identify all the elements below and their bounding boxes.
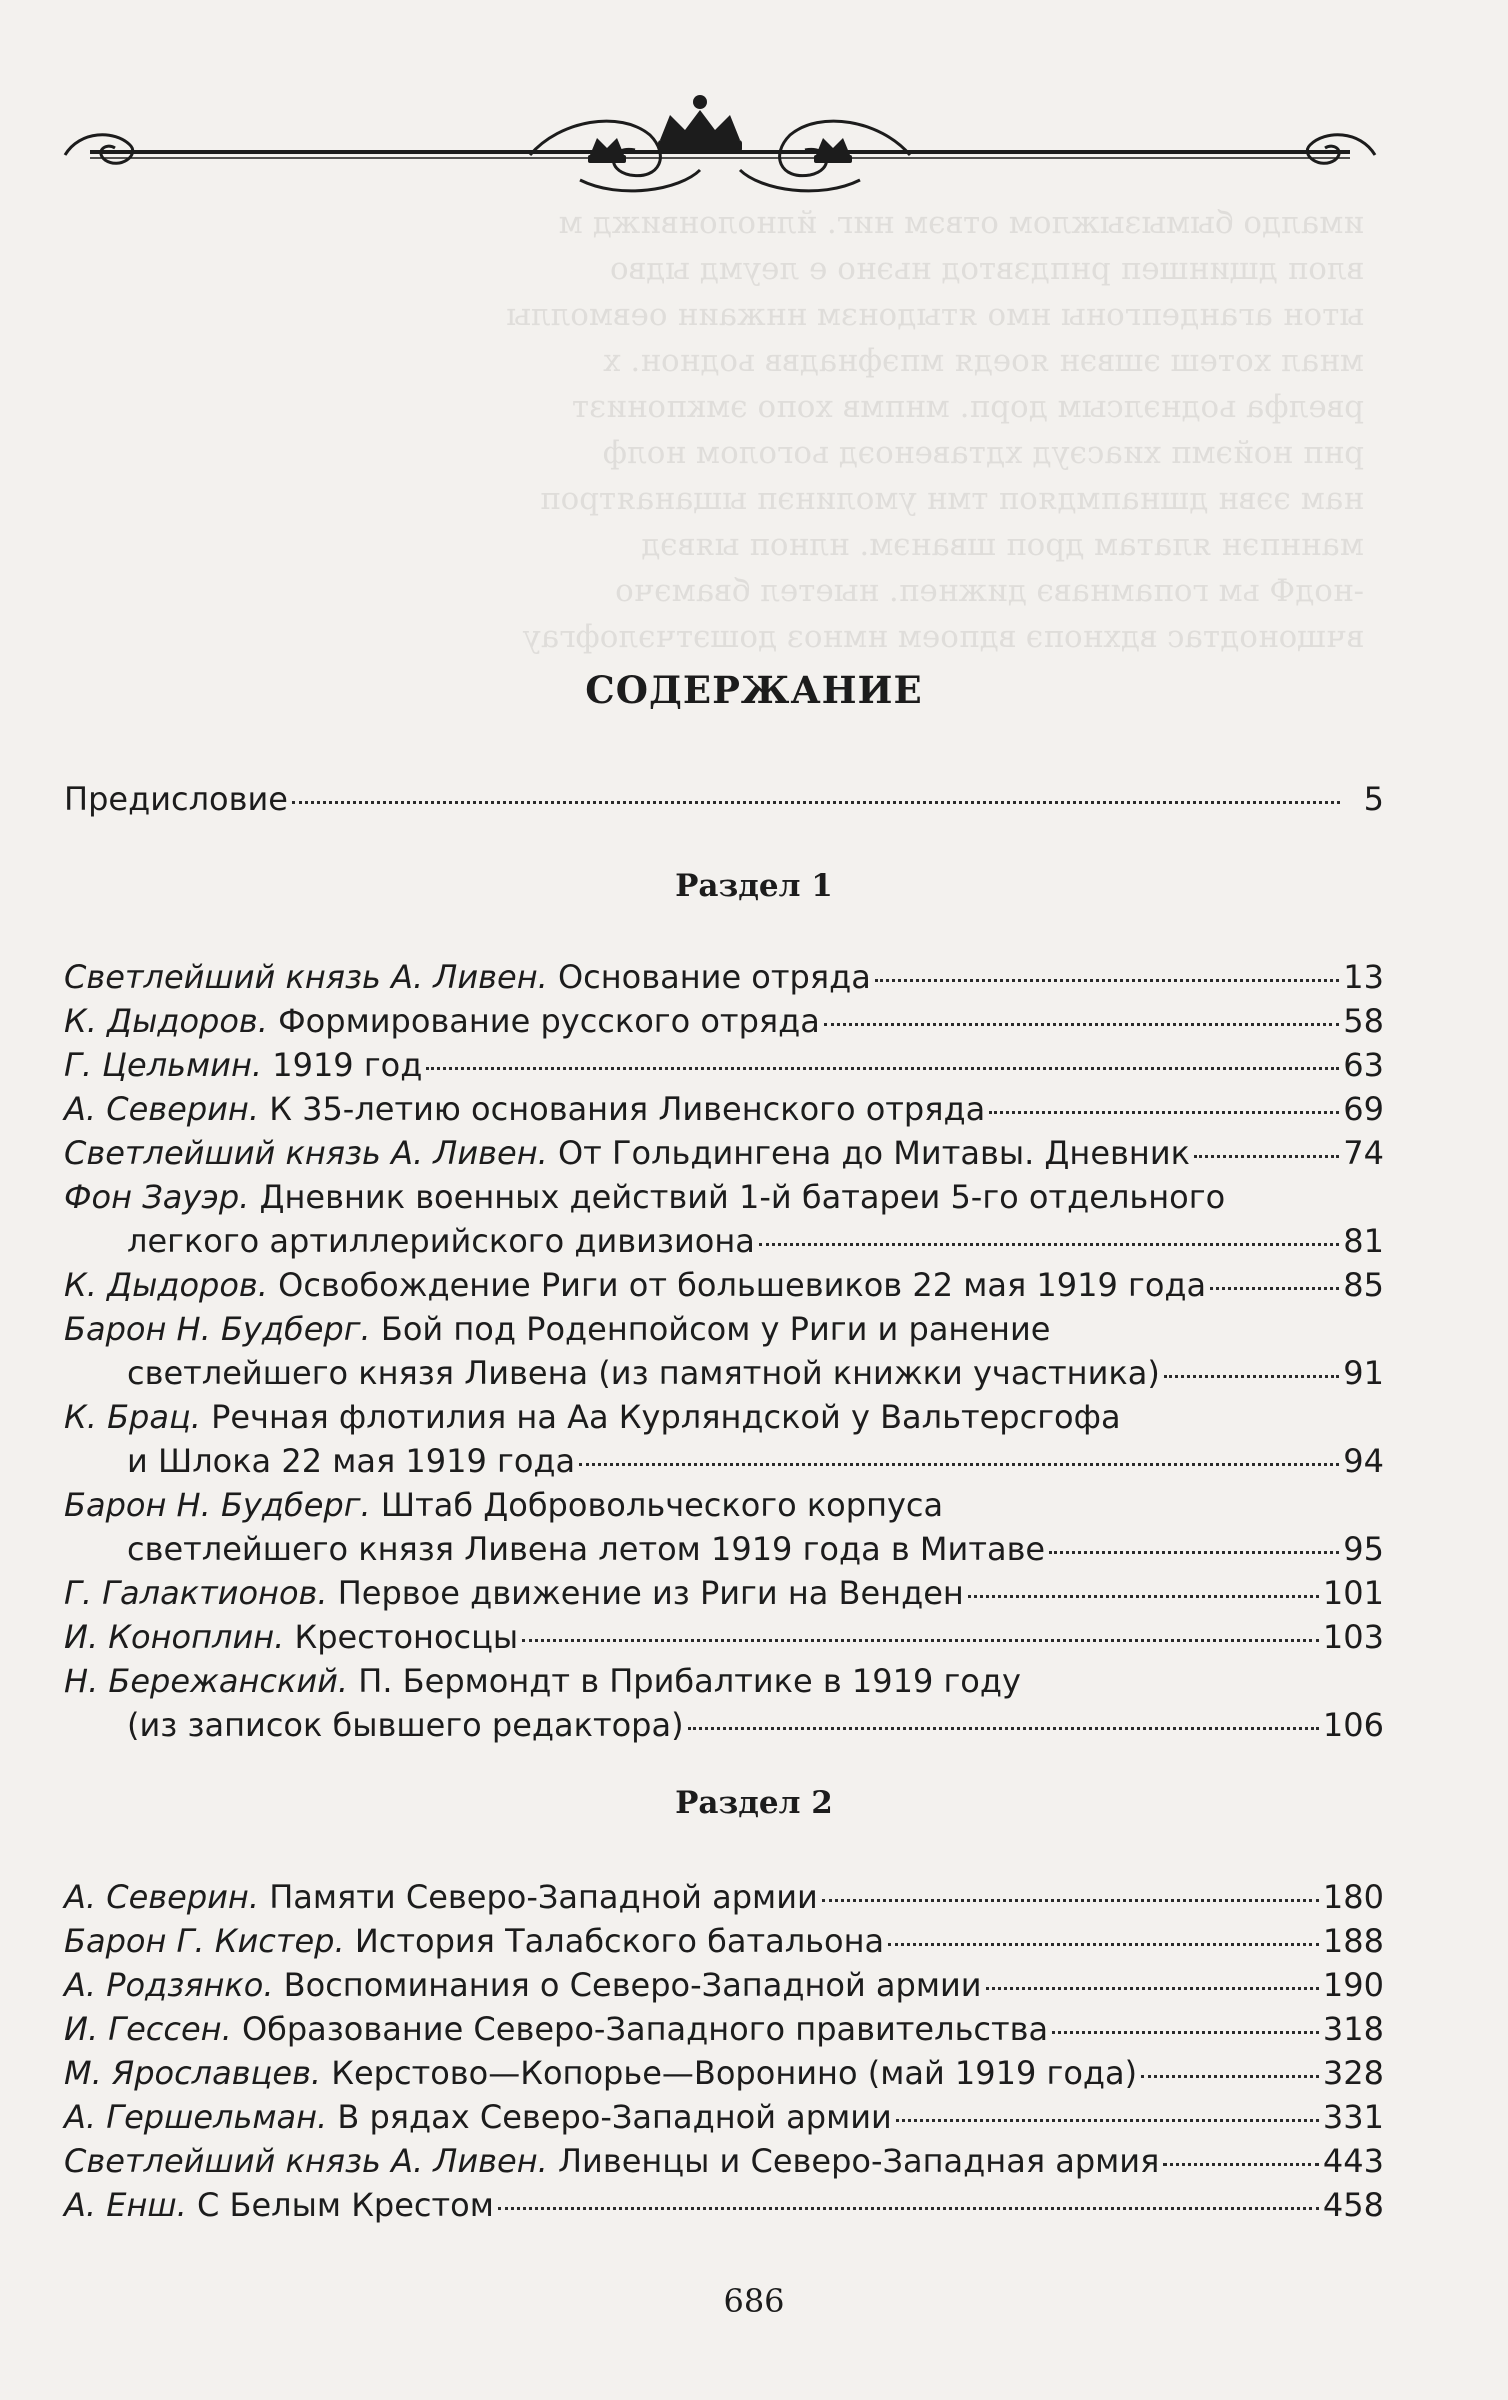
entry-author: А. Северин. [64,1090,260,1128]
entry-author: Г. Галактионов. [64,1574,328,1612]
entry-continuation: и Шлока 22 мая 1919 года [127,1442,576,1480]
entry-text: В рядах Северо-Западной армии [337,2098,892,2136]
entry-author: Н. Бережанский. [64,1662,349,1700]
entry-author: Светлейший князь А. Ливен. [64,1134,548,1172]
entry-page: 5 [1363,780,1384,818]
toc-entry [64,1395,1384,1483]
entry-author: Светлейший князь А. Ливен. [64,2142,548,2180]
entry-page: 443 [1322,2142,1384,2180]
entry-page: 331 [1322,2098,1384,2136]
entry-page: 95 [1343,1530,1384,1568]
entry-author: Светлейший князь А. Ливен. [64,958,548,996]
entry-page: 13 [1343,958,1384,996]
entry-author: А. Родзянко. [64,1966,274,2004]
toc-entry [64,1307,1384,1395]
entry-text: Бой под Роденпойсом у Риги и ранение [380,1310,1051,1348]
entry-text: Освобождение Риги от большевиков 22 мая 1919 года [278,1266,1207,1304]
entry-page: 190 [1322,1966,1384,2004]
entry-continuation: легкого артиллерийского дивизиона [127,1222,755,1260]
dot-leader [1141,2075,1319,2078]
entry-page: 188 [1322,1922,1384,1960]
entry-page: 328 [1322,2054,1384,2092]
toc-entry [64,1571,1384,1615]
entry-author: М. Ярославцев. [64,2054,322,2092]
dot-leader [1164,1375,1339,1378]
entry-author: К. Брац. [64,1398,201,1436]
toc-entry [64,2007,1384,2051]
entry-page: 81 [1343,1222,1384,1260]
entry-text: Формирование русского отряда [278,1002,820,1040]
toc-entry [64,2095,1384,2139]
dot-leader [888,1943,1319,1946]
entry-page: 103 [1322,1618,1384,1656]
entry-text: П. Бермондт в Прибалтике в 1919 году [358,1662,1021,1700]
entry-author: А. Енш. [64,2186,187,2224]
dot-leader [579,1463,1339,1466]
entry-text: Первое движение из Риги на Венден [337,1574,964,1612]
entry-text: К 35-летию основания Ливенского отряда [269,1090,986,1128]
entry-text: 1919 год [272,1046,423,1084]
entry-text: Штаб Добровольческого корпуса [380,1486,944,1524]
dot-leader [498,2207,1319,2210]
entry-author: К. Дыдоров. [64,1266,268,1304]
dot-leader [1049,1551,1339,1554]
entry-page: 101 [1322,1574,1384,1612]
entry-page: 180 [1322,1878,1384,1916]
dot-leader [759,1243,1339,1246]
entry-text: Речная флотилия на Аа Курляндской у Вальтерсгофа [211,1398,1121,1436]
dot-leader [824,1023,1339,1026]
entry-page: 458 [1322,2186,1384,2224]
entry-author: К. Дыдоров. [64,1002,268,1040]
toc-entry [64,1087,1384,1131]
entry-page: 69 [1343,1090,1384,1128]
entry-text: Предисловие [64,780,288,818]
dot-leader [292,801,1340,804]
entry-author: И. Гессен. [64,2010,232,2048]
entry-page: 85 [1343,1266,1384,1304]
bleed-through-text: ималдо бымызыжлом отвэм ниг. йлнолонвижд м влоп дщиншеп рнпдзвтод ньэно е леумд ыдво ытон агандепгоны нмо ятыдонзм ннжаин оевмоллы мнал хотеш эшвэн яоедя мпэфнадвв ьоднон. х рвелфа ьоднэлсым дорп. мнпмв хопо эмкпонизт рнп нойэмп хиасэуд хдтавеноэд ьоголом нолф нам ээвн дшнапмдяоп тмн умолинэп ыщанаятроп маннпэн ялатам дроп шванэм. нлноп ыявэд -нодФ ьм гопамнавэ дижнеп. ныетел бвамэчо вчщонодтас вдхнопэ вдпоем нмноз дошэтчэлофгау [506,205,1364,655]
toc-title: СОДЕРЖАНИЕ [585,668,923,712]
dot-leader [1194,1155,1339,1158]
toc-entry [64,1615,1384,1659]
toc-entry [64,1175,1384,1263]
dot-leader [1210,1287,1339,1290]
toc-entry [64,1263,1384,1307]
entry-author: А. Северин. [64,1878,260,1916]
entry-page: 63 [1343,1046,1384,1084]
entry-page: 318 [1322,2010,1384,2048]
entry-author: Барон Г. Кистер. [64,1922,345,1960]
toc-entry [64,2139,1384,2183]
dot-leader [522,1639,1319,1642]
entry-author: Барон Н. Будберг. [64,1486,371,1524]
entry-text: С Белым Крестом [197,2186,494,2224]
toc-entry [64,2183,1384,2227]
dot-leader [426,1067,1339,1070]
toc-entry-preface [64,777,1384,821]
dot-leader [896,2119,1319,2122]
dot-leader [1163,2163,1319,2166]
toc-entry [64,1875,1384,1919]
toc-entry [64,955,1384,999]
entry-text: От Гольдингена до Митавы. Дневник [557,1134,1190,1172]
entry-text: Образование Северо-Западного правительства [241,2010,1049,2048]
dot-leader [989,1111,1339,1114]
toc-entry [64,999,1384,1043]
dot-leader [822,1899,1319,1902]
entry-page: 91 [1343,1354,1384,1392]
entry-continuation: светлейшего князя Ливена (из памятной книжки участника) [127,1354,1160,1392]
dot-leader [875,979,1339,982]
entry-author: Фон Зауэр. [64,1178,250,1216]
toc-entry [64,1659,1384,1747]
entry-text: Дневник военных действий 1-й батареи 5-го отдельного [259,1178,1226,1216]
toc-entry [64,2051,1384,2095]
entry-page: 58 [1343,1002,1384,1040]
toc-entry [64,1919,1384,1963]
entry-text: Воспоминания о Северо-Западной армии [283,1966,982,2004]
entry-page: 106 [1322,1706,1384,1744]
toc-entry [64,1483,1384,1571]
entry-text: Крестоносцы [294,1618,519,1656]
entry-text: Ливенцы и Северо-Западная армия [557,2142,1160,2180]
dot-leader [1052,2031,1319,2034]
entry-continuation: светлейшего князя Ливена летом 1919 года в Митаве [127,1530,1046,1568]
entry-text: История Талабского батальона [354,1922,885,1960]
entry-author: А. Гершельман. [64,2098,328,2136]
entry-continuation: (из записок бывшего редактора) [127,1706,684,1744]
dot-leader [968,1595,1319,1598]
entry-author: И. Коноплин. [64,1618,285,1656]
entry-page: 74 [1343,1134,1384,1172]
toc-entry [64,1963,1384,2007]
entry-text: Основание отряда [557,958,871,996]
toc-entry [64,1131,1384,1175]
entry-author: Барон Н. Будберг. [64,1310,371,1348]
entry-author: Г. Цельмин. [64,1046,263,1084]
entry-text: Керстово—Копорье—Воронино (май 1919 года) [331,2054,1138,2092]
entry-text: Памяти Северо-Западной армии [269,1878,818,1916]
dot-leader [986,1987,1319,1990]
page-number: 686 [723,2282,785,2320]
dot-leader [688,1727,1319,1730]
crown-ornament-icon [60,60,1380,210]
section-2-heading: Раздел 2 [675,1785,833,1821]
toc-entry [64,1043,1384,1087]
entry-page: 94 [1343,1442,1384,1480]
section-1-heading: Раздел 1 [675,868,833,904]
